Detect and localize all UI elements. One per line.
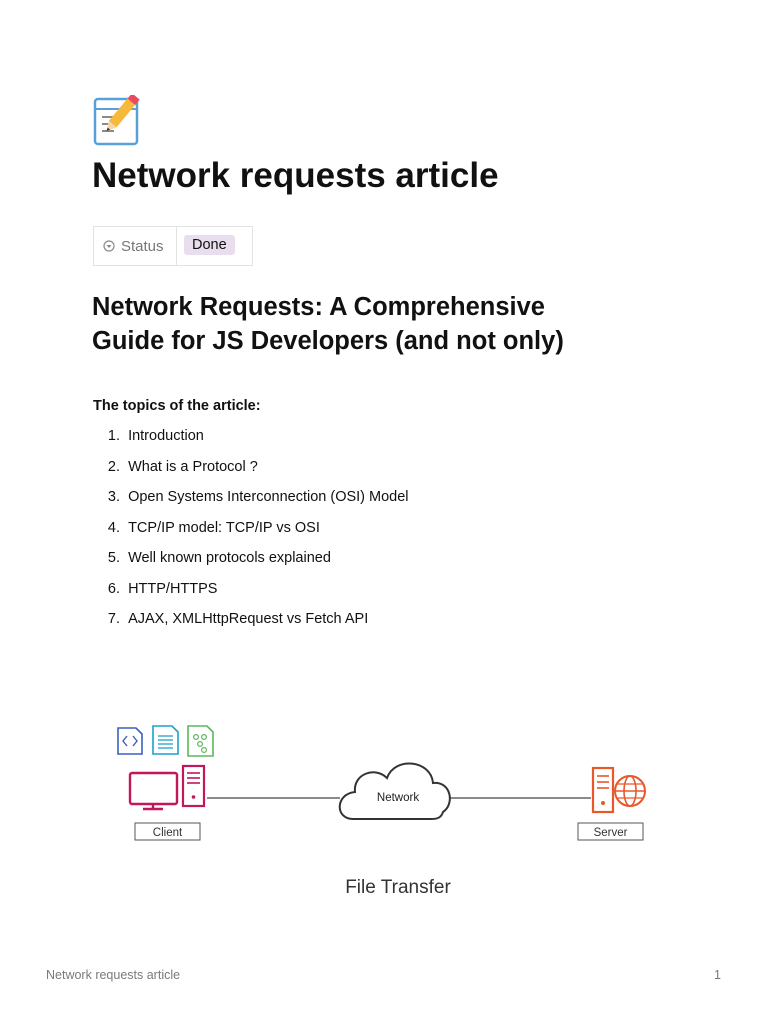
list-item (93, 458, 409, 489)
list-item (93, 549, 409, 580)
page-title: Network requests article (92, 156, 499, 195)
figure-caption: File Transfer (345, 877, 451, 898)
status-icon (103, 240, 115, 252)
list-item-text: HTTP/HTTPS (128, 580, 218, 597)
client-monitor-icon (130, 773, 177, 809)
list-item (93, 610, 409, 641)
article-title (92, 290, 692, 358)
list-item-text: What is a Protocol ? (128, 458, 258, 475)
list-item (93, 488, 409, 519)
list-item-number: 1. (107, 428, 120, 444)
list-item-number: 6. (107, 580, 120, 597)
property-name (94, 227, 177, 265)
list-item-number: 4. (107, 519, 120, 536)
article-title-line-2: Guide for JS Developers (and not only) (92, 327, 564, 355)
topics-heading: The topics of the article: (93, 398, 261, 414)
article-title-line-1: Network Requests: A Comprehensive (92, 293, 545, 321)
client-tower-icon (183, 766, 204, 806)
list-item-number: 5. (107, 550, 120, 566)
globe-icon (615, 776, 645, 806)
list-item-text: Well known protocols explained (128, 550, 331, 566)
list-item (93, 519, 409, 550)
list-item-text: TCP/IP model: TCP/IP vs OSI (128, 519, 320, 536)
list-item-text: AJAX, XMLHttpRequest vs Fetch API (128, 611, 369, 627)
property-status[interactable] (93, 226, 253, 266)
status-badge: Done (184, 235, 235, 255)
code-file-icon (118, 728, 142, 754)
list-item-number: 2. (107, 458, 120, 475)
client-label: Client (152, 827, 183, 839)
server-icon (593, 768, 613, 812)
file-transfer-diagram (103, 686, 663, 911)
list-item-text: Introduction (128, 428, 204, 444)
list-item-number: 7. (107, 611, 120, 627)
list-item-number: 3. (107, 489, 120, 505)
memo-pencil-icon (92, 95, 150, 147)
tree-file-icon (188, 726, 213, 756)
property-value[interactable] (177, 227, 252, 265)
topics-list (93, 427, 409, 641)
footer-title: Network requests article (46, 968, 181, 982)
server-label: Server (593, 827, 628, 839)
list-item-text: Open Systems Interconnection (OSI) Model (128, 489, 409, 505)
status-label: Status (121, 237, 164, 255)
list-item (93, 427, 409, 458)
page-number: 1 (714, 968, 721, 982)
network-label: Network (376, 792, 420, 804)
list-item (93, 580, 409, 611)
text-file-icon (153, 726, 178, 754)
